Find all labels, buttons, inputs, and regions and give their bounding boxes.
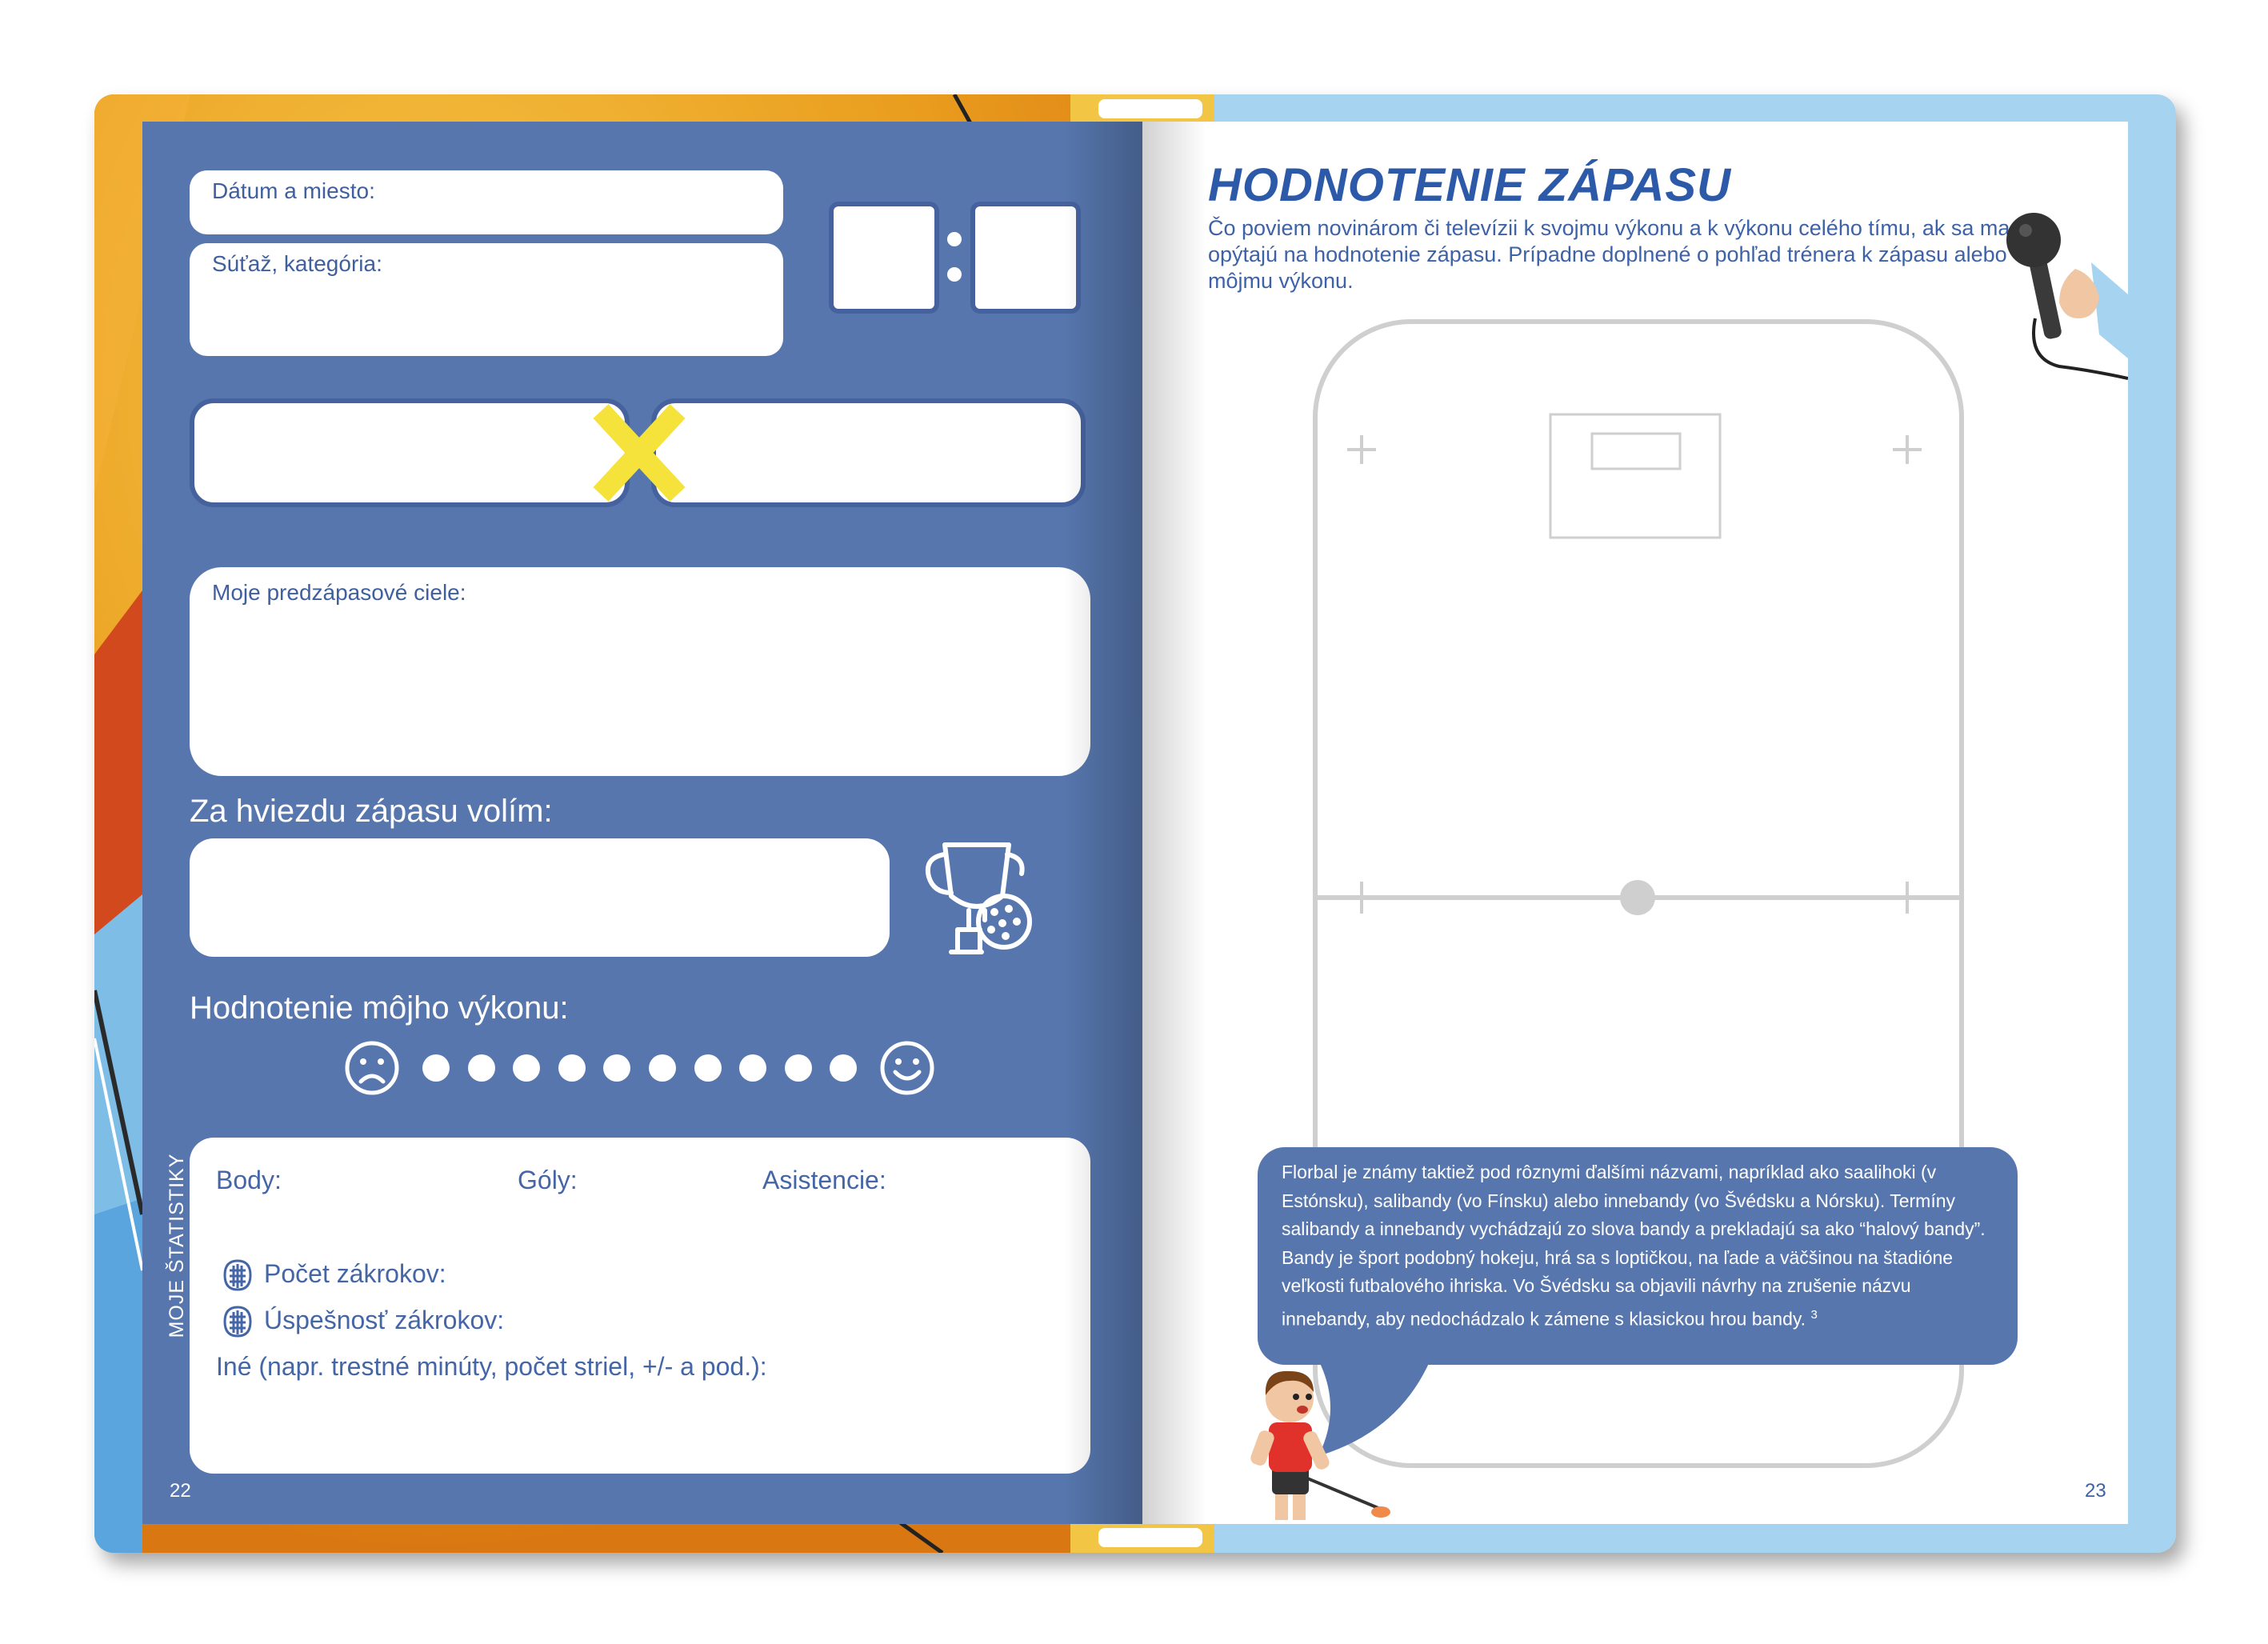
rating-dot[interactable]: [468, 1054, 495, 1082]
home-team-field[interactable]: [190, 398, 630, 507]
goalie-mask-icon: [220, 1258, 255, 1293]
rating-dot[interactable]: [422, 1054, 450, 1082]
side-label: MOJE ŠTATISTIKY: [166, 1153, 188, 1338]
right-page: [1142, 122, 2128, 1524]
rating-dot[interactable]: [830, 1054, 857, 1082]
rating-dot[interactable]: [739, 1054, 766, 1082]
statistics-panel[interactable]: [190, 1138, 1090, 1474]
other-stats-label: Iné (napr. trestné minúty, počet striel, +/- a pod.):: [216, 1352, 767, 1381]
assists-label: Asistencie:: [762, 1166, 886, 1194]
rating-dot[interactable]: [513, 1054, 540, 1082]
pre-match-goals-label: Moje predzápasové ciele:: [212, 580, 466, 605]
star-of-match-title: Za hviezdu zápasu volím:: [190, 794, 553, 829]
competition-field[interactable]: [190, 243, 783, 356]
footnote-mark: 3: [1810, 1307, 1818, 1322]
happy-face-icon[interactable]: [879, 1040, 935, 1096]
info-bubble: [1258, 1147, 2018, 1365]
rating-title: Hodnotenie môjho výkonu:: [190, 990, 569, 1026]
trophy-ball-icon: [922, 840, 1042, 960]
spine-shadow: [1142, 122, 1206, 1524]
rating-dot[interactable]: [785, 1054, 812, 1082]
goals-scored-label: Góly:: [518, 1166, 578, 1194]
saves-label: Počet zákrokov:: [264, 1259, 446, 1288]
rating-dot[interactable]: [694, 1054, 722, 1082]
home-score-box[interactable]: [829, 202, 939, 314]
versus-cross-icon: [590, 403, 689, 502]
left-page: [142, 122, 1142, 1524]
page-title: HODNOTENIE ZÁPASU: [1208, 159, 1731, 211]
page-number-left: 22: [170, 1480, 191, 1502]
rating-dot[interactable]: [649, 1054, 676, 1082]
score-separator: [947, 232, 963, 288]
star-of-match-field[interactable]: [190, 838, 890, 957]
rating-dot[interactable]: [603, 1054, 630, 1082]
save-rate-label: Úspešnosť zákrokov:: [264, 1306, 505, 1334]
date-place-label: Dátum a miesto:: [212, 178, 375, 203]
sad-face-icon[interactable]: [344, 1040, 400, 1096]
pre-match-goals-field[interactable]: [190, 567, 1090, 776]
date-place-field[interactable]: [190, 170, 783, 234]
intro-text: Čo poviem novinárom či televízii k svojmu výkonu a k výkonu celého tímu, ak sa ma opýtajú na hodnotenie zápasu. Prípadne doplnené o pohľad trénera k zápasu alebo môjmu výkonu.: [1208, 216, 2010, 293]
points-label: Body:: [216, 1166, 282, 1194]
competition-label: Súťaž, kategória:: [212, 251, 382, 276]
rating-dot[interactable]: [558, 1054, 586, 1082]
spine-shadow: [1064, 122, 1144, 1524]
goalie-mask-icon: [220, 1304, 255, 1339]
page-number-right: 23: [2085, 1480, 2106, 1502]
info-bubble-text: Florbal je známy taktiež pod rôznymi ďalšími názvami, napríklad ako saalihoki (v Estónsku), salibandy (vo Fínsku) alebo innebandy (vo Švédsku a Nórsku). Termíny salibandy a innebandy vychádzajú zo slova bandy a prekladajú sa ako “halový bandy”. Bandy je šport podobný hokeju, hrá sa s loptičkou, na ľade a väčšinou na štadióne veľkosti futbalového ihriska. Vo Švédsku sa objavili návrhy na zrušenie názvu innebandy, aby nedochádzalo k zámene s klasickou hrou bandy. $^3$: [1282, 1162, 1986, 1330]
away-team-field[interactable]: [651, 398, 1086, 507]
floorball-player-illustration: [1240, 1354, 1392, 1524]
microphone-icon: [1995, 198, 2128, 382]
